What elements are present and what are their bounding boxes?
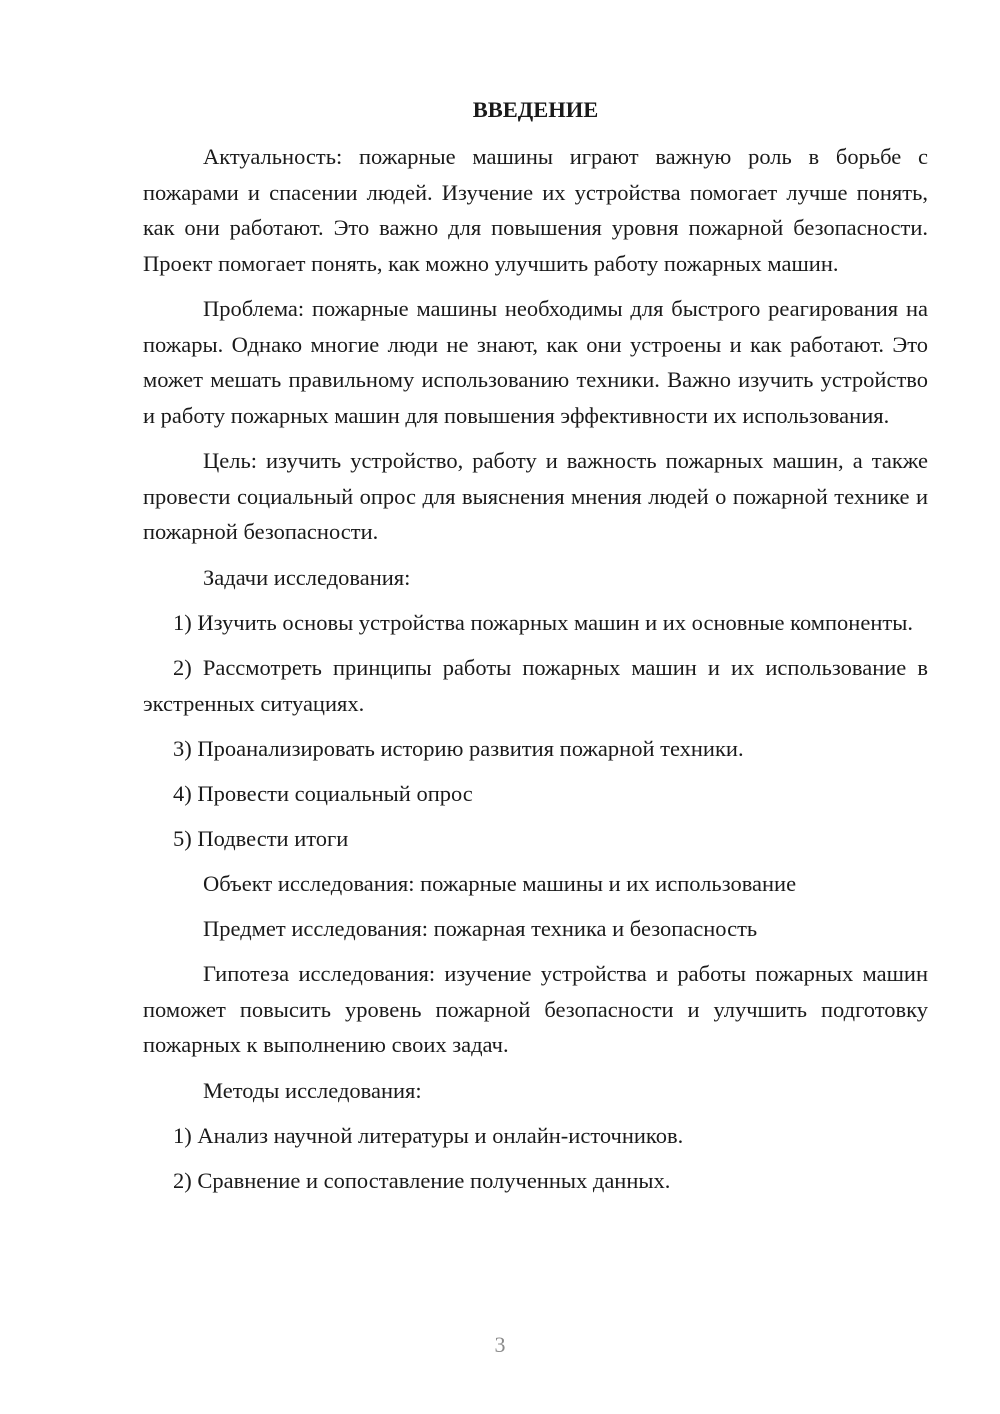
task-item: 1) Изучить основы устройства пожарных машин и их основные компоненты. [173, 609, 913, 635]
task-item: 5) Подвести итоги [173, 826, 349, 851]
document-page [143, 95, 928, 1208]
hypothesis-paragraph: Гипотеза исследования: изучение устройства и работы пожарных машин поможет повысить уровень пожарной безопасности и улучшить подготовку пожарных к выполнению своих задач. [143, 961, 928, 1057]
tasks-heading: Задачи исследования: [203, 564, 411, 590]
problem-paragraph: Проблема: пожарные машины необходимы для быстрого реагирования на пожары. Однако многие люди не знают, как они устроены и как работают. Это может мешать правильному использованию техники. Важно изучить устройство и работу пожарных машин для повышения эффективности их использования. [143, 296, 928, 428]
methods-list [143, 1118, 928, 1199]
goal-paragraph: Цель: изучить устройство, работу и важность пожарных машин, а также провести социальный опрос для выяснения мнения людей о пожарной технике и пожарной безопасности. [143, 448, 928, 544]
method-item: 2) Сравнение и сопоставление полученных данных. [173, 1167, 671, 1193]
methods-heading: Методы исследования: [203, 1077, 422, 1103]
task-item: 3) Проанализировать историю развития пожарной техники. [173, 736, 744, 761]
tasks-list [143, 605, 928, 857]
object-paragraph: Объект исследования: пожарные машины и их использование [203, 871, 797, 896]
document-title: ВВЕДЕНИЕ [472, 97, 599, 122]
subject-paragraph: Предмет исследования: пожарная техника и безопасность [203, 916, 758, 941]
page-number: 3 [494, 1332, 506, 1357]
relevance-paragraph: Актуальность: пожарные машины играют важную роль в борьбе с пожарами и спасении людей. Изучение их устройства помогает лучше понять, как они работают. Это важно для повышения уровня пожарной безопасности. Проект помогает понять, как можно улучшить работу пожарных машин. [143, 144, 928, 276]
task-item: 2) Рассмотреть принципы работы пожарных машин и их использование в экстренных ситуациях. [143, 655, 928, 716]
task-item: 4) Провести социальный опрос [173, 781, 473, 806]
method-item: 1) Анализ научной литературы и онлайн-источников. [173, 1122, 684, 1148]
